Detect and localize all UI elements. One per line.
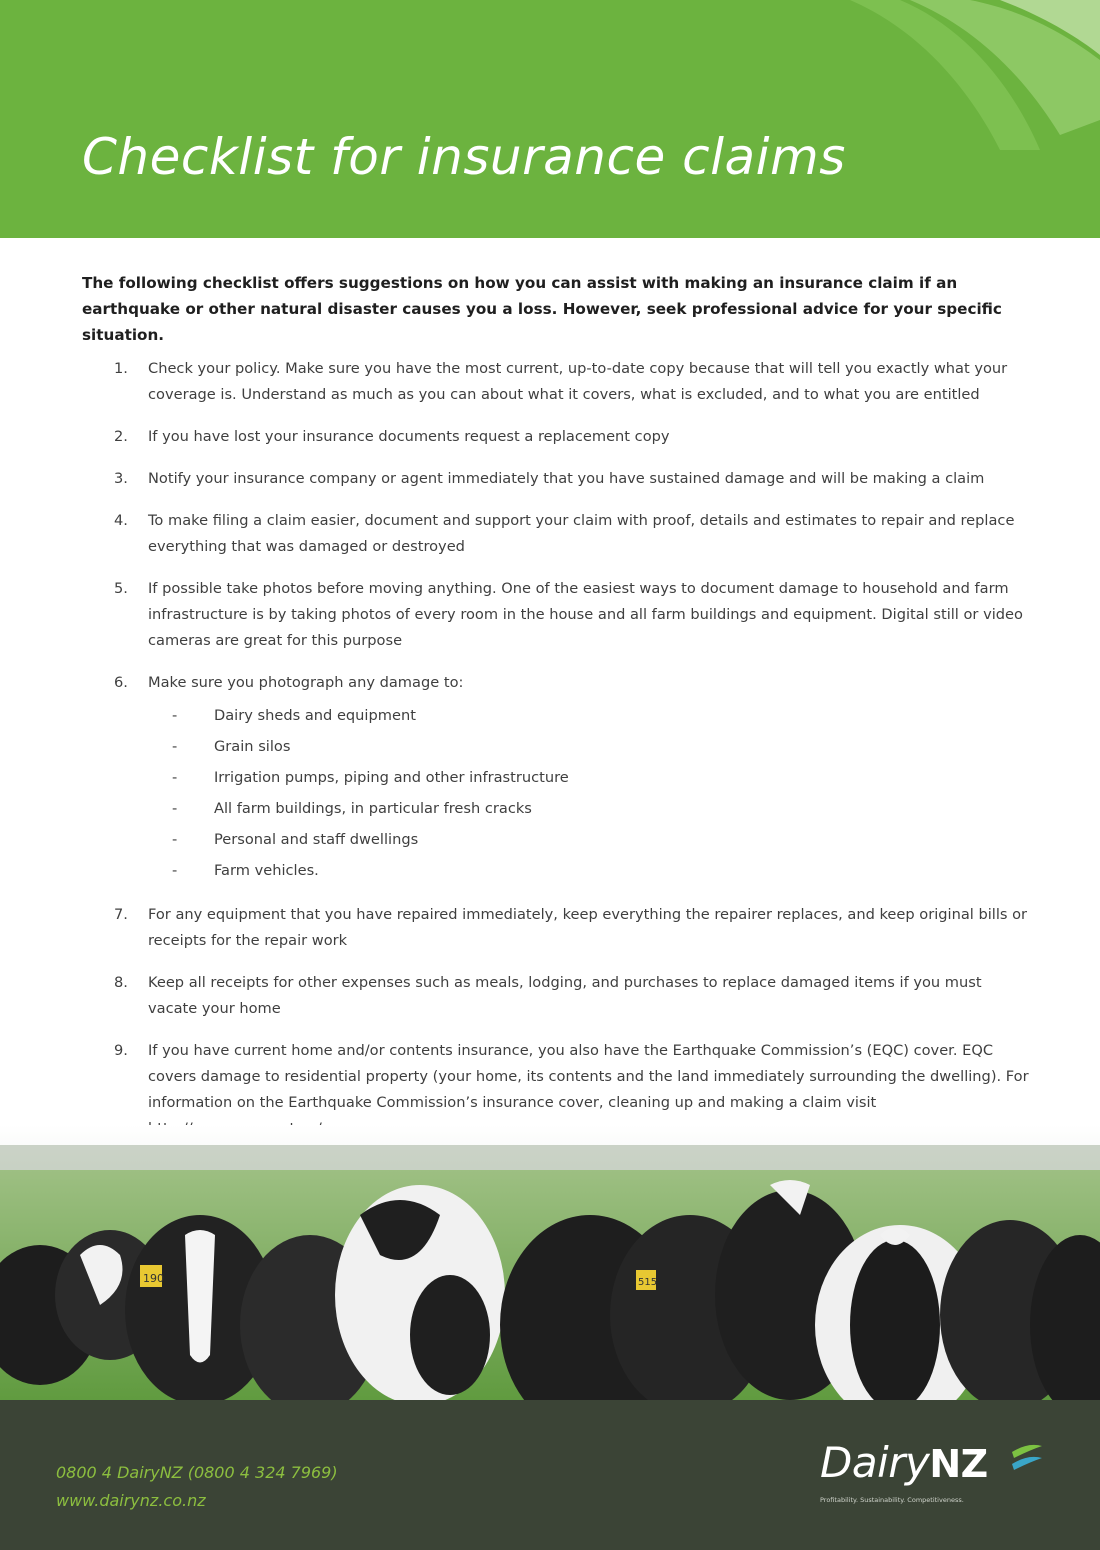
contact-info [56,1459,338,1515]
logo-dairy-text: Dairy [820,1438,930,1487]
item-text: Notify your insurance company or agent immediately that you have sustained damage and will be making a claim [148,470,985,487]
sublist-item [148,700,1030,731]
sublist-item [148,731,1030,762]
dash-bullet: - [172,831,178,848]
dash-bullet: - [172,769,178,786]
list-item [110,356,1030,408]
cows-photo [0,1125,1100,1405]
item-number: 1. [114,360,128,377]
dash-bullet: - [172,862,178,879]
dash-bullet: - [172,707,178,724]
list-item [110,670,1030,886]
header-banner [0,0,1100,238]
item-text: If you have current home and/or contents insurance, you also have the Earthquake Commission’s (EQC) cover. EQC covers damage to residential property (your home, its contents and the land immediately surrounding the dwelling). For information on the Earthquake Commission’s insurance cover, cleaning up and making a claim visit [148,1042,1029,1111]
sublist-item-text: Personal and staff dwellings [214,831,419,848]
logo-tagline: Profitability. Sustainability. Competitiveness. [820,1496,964,1504]
item-number: 4. [114,512,128,529]
list-item [110,466,1030,492]
item-number: 3. [114,470,128,487]
website-link[interactable]: www.dairynz.co.nz [56,1491,206,1510]
sublist-item-text: Farm vehicles. [214,862,319,879]
sublist-item [148,855,1030,886]
list-item [110,902,1030,954]
sublist-item [148,793,1030,824]
sublist-item-text: Grain silos [214,738,291,755]
footer-curve [0,1399,1100,1439]
list-item [110,508,1030,560]
item-number: 7. [114,906,128,923]
dash-bullet: - [172,800,178,817]
dash-bullet: - [172,738,178,755]
sublist-item [148,824,1030,855]
page-title: Checklist for insurance claims [82,128,846,186]
logo-nz-text: NZ [929,1442,988,1486]
sublist-item-text: Irrigation pumps, piping and other infrastructure [214,769,569,786]
item-number: 5. [114,580,128,597]
item-text: To make filing a claim easier, document and support your claim with proof, details and estimates to repair and replace everything that was damaged or destroyed [148,512,1015,555]
list-item [110,424,1030,450]
cows-illustration [0,1125,1100,1405]
sublist-item-text: All farm buildings, in particular fresh cracks [214,800,532,817]
intro-paragraph: The following checklist offers suggestions on how you can assist with making an insurance claim if an earthquake or other natural disaster causes you a loss. However, seek professional advice for your specific situation. [82,274,1002,344]
list-item [110,970,1030,1022]
item-number: 2. [114,428,128,445]
item-number: 6. [114,674,128,691]
damage-sublist [148,700,1030,886]
phone-number: 0800 4 DairyNZ (0800 4 324 7969) [56,1463,338,1482]
dairynz-logo [820,1438,1050,1518]
sublist-item [148,762,1030,793]
list-item [110,576,1030,654]
item-text: For any equipment that you have repaired immediately, keep everything the repairer replaces, and keep original bills or receipts for the repair work [148,906,1028,949]
leaf-swoosh-icon [1010,1442,1044,1482]
item-text: Make sure you photograph any damage to: [148,674,464,691]
item-text: Keep all receipts for other expenses such as meals, lodging, and purchases to replace damaged items if you must vacate your home [148,974,982,1017]
ear-tag-number: 515 [638,1277,658,1288]
item-text: If you have lost your insurance documents request a replacement copy [148,428,670,445]
item-number: 9. [114,1042,128,1059]
checklist [110,356,1030,1158]
logo-wordmark [820,1438,988,1487]
item-number: 8. [114,974,128,991]
ear-tag-number: 190 [143,1272,164,1285]
item-text: If possible take photos before moving anything. One of the easiest ways to document damage to household and farm infrastructure is by taking photos of every room in the house and all farm buildings and equipment. Digital still or video cameras are great for this purpose [148,580,1023,649]
sublist-item-text: Dairy sheds and equipment [214,707,416,724]
item-text: Check your policy. Make sure you have the most current, up-to-date copy because that will tell you exactly what your coverage is. Understand as much as you can about what it covers, what is excluded, and to what you are entitled [148,360,1008,403]
